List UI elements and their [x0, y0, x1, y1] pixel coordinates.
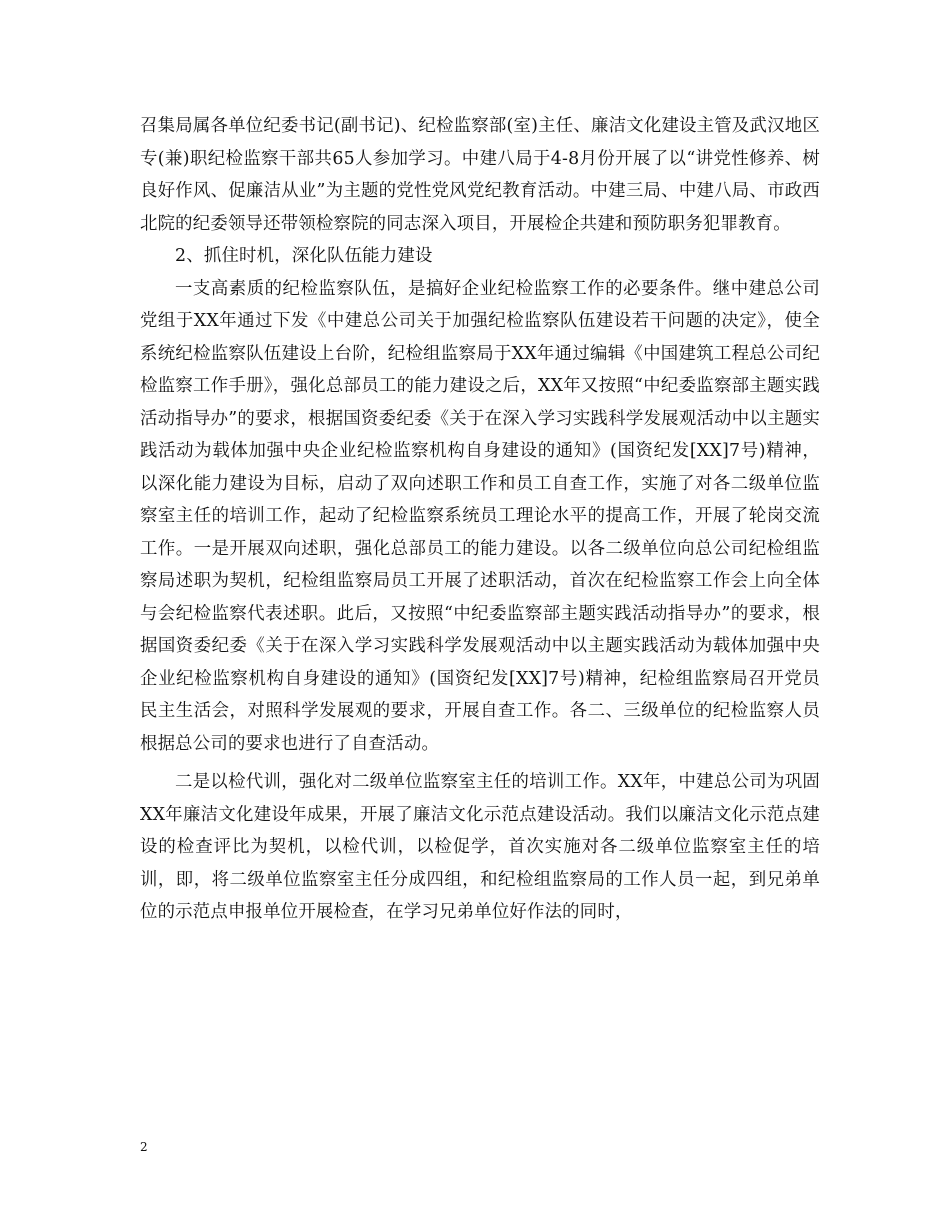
paragraph: 一支高素质的纪检监察队伍，是搞好企业纪检监察工作的必要条件。继中建总公司党组于XX年通过下发《中建总公司关于加强纪检监察队伍建设若干问题的决定》，使全系统纪检监察队伍建设上台阶，纪检组监察局于XX年通过编辑《中国建筑工程总公司纪检监察工作手册》，强化总部员工的能力建设之后，XX年又按照“中纪委监察部主题实践活动指导办”的要求，根据国资委纪委《关于在深入学习实践科学发展观活动中以主题实践活动为载体加强中央企业纪检监察机构自身建设的通知》(国资纪发[XX]7号)精神，以深化能力建设为目标，启动了双向述职工作和员工自查工作，实施了对各二级单位监察室主任的培训工作，起动了纪检监察系统员工理论水平的提高工作，开展了轮岗交流工作。一是开展双向述职，强化总部员工的能力建设。以各二级单位向总公司纪检组监察局述职为契机，纪检组监察局员工开展了述职活动，首次在纪检监察工作会上向全体与会纪检监察代表述职。此后，又按照“中纪委监察部主题实践活动指导办”的要求，根据国资委纪委《关于在深入学习实践科学发展观活动中以主题实践活动为载体加强中央企业纪检监察机构自身建设的通知》(国资纪发[XX]7号)精神，纪检组监察局召开党员民主生活会，对照科学发展观的要求，开展自查工作。各二、三级单位的纪检监察人员根据总公司的要求也进行了自查活动。	[140, 278, 820, 754]
body-text	[140, 110, 820, 929]
section-heading: 2、抓住时机，深化队伍能力建设	[175, 246, 433, 266]
page-number: 2	[140, 1140, 148, 1154]
paragraph: 二是以检代训，强化对二级单位监察室主任的培训工作。XX年，中建总公司为巩固XX年廉洁文化建设年成果，开展了廉洁文化示范点建设活动。我们以廉洁文化示范点建设的检查评比为契机，以检代训，以检促学，首次实施对各二级单位监察室主任的培训，即，将二级单位监察室主任分成四组，和纪检组监察局的工作人员一起，到兄弟单位的示范点申报单位开展检查，在学习兄弟单位好作法的同时，	[140, 772, 820, 922]
paragraph-continuation: 召集局属各单位纪委书记(副书记)、纪检监察部(室)主任、廉洁文化建设主管及武汉地区专(兼)职纪检监察干部共65人参加学习。中建八局于4-8月份开展了以“讲党性修养、树良好作风、促廉洁从业”为主题的党性党风党纪教育活动。中建三局、中建八局、市政西北院的纪委领导还带领检察院的同志深入项目，开展检企共建和预防职务犯罪教育。	[140, 116, 820, 234]
